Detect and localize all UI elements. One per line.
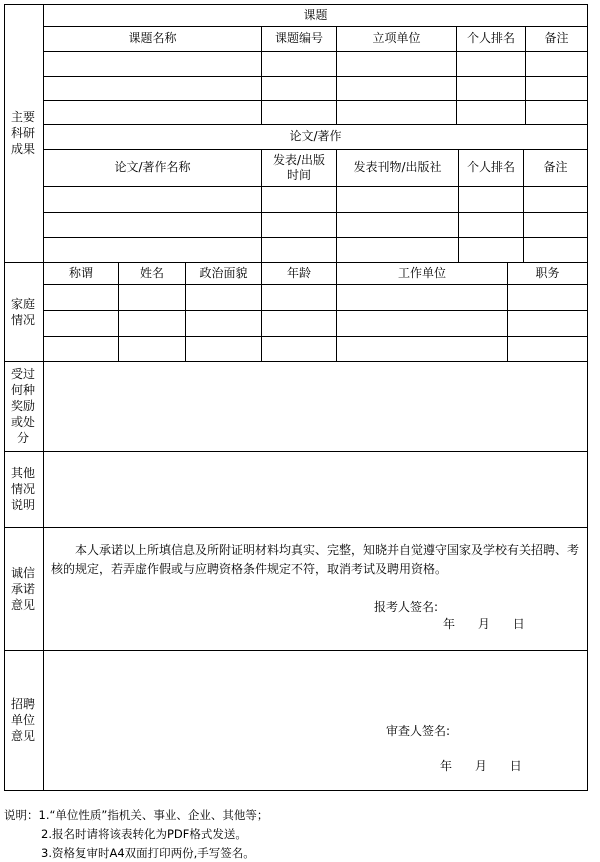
- family-header-name: 姓名: [139, 265, 164, 280]
- topic-header-unit: 立项单位: [372, 31, 421, 45]
- paper-header-publisher: 发表刊物/出版社: [353, 160, 442, 174]
- topic-header-remark: 备注: [544, 31, 569, 45]
- awards-section-label: 受过何种奖励或处分: [10, 367, 35, 445]
- paper-header-remark: 备注: [543, 160, 568, 174]
- topic-header-name: 课题名称: [128, 31, 177, 45]
- family-header-position: 职务: [535, 265, 560, 280]
- family-header-age: 年龄: [286, 265, 311, 280]
- integrity-pledge-text: 本人承诺以上所填信息及所附证明材料均真实、完整，知晓并自觉遵守国家及学校有关招聘、考核的规定，若弄虚作假或与应聘资格条件规定不符，取消考试及聘用资格。: [51, 543, 580, 576]
- family-section-label: 家庭情况: [10, 296, 35, 327]
- topic-title: 课题: [303, 7, 328, 22]
- employer-section-label: 招聘单位意见: [10, 697, 35, 743]
- family-header-political: 政治面貌: [199, 265, 248, 280]
- note-line-3: 3.资格复审时A4双面打印两份,手写签名。: [41, 846, 255, 860]
- applicant-signature-label: 报考人签名:: [374, 600, 439, 614]
- other-section-label: 其他情况说明: [10, 466, 35, 512]
- applicant-signature-date: 年 月 日: [443, 617, 525, 631]
- paper-header-rank: 个人排名: [466, 160, 515, 174]
- reviewer-signature-label: 审查人签名:: [386, 724, 451, 738]
- topic-header-rank: 个人排名: [466, 31, 515, 45]
- topic-header-code: 课题编号: [274, 31, 323, 45]
- integrity-section-label: 诚信承诺意见: [10, 565, 35, 612]
- paper-title: 论文/著作: [289, 129, 342, 143]
- paper-header-name: 论文/著作名称: [114, 160, 191, 174]
- research-section-label: 主要科研成果: [10, 110, 35, 156]
- paper-header-date: 发表/出版时间: [272, 152, 326, 182]
- note-line-2: 2.报名时请将该表转化为PDF格式发送。: [41, 827, 247, 841]
- family-header-workplace: 工作单位: [397, 265, 446, 280]
- reviewer-signature-date: 年 月 日: [440, 759, 522, 773]
- note-line-1: 说明：1.“单位性质”指机关、事业、企业、其他等；: [4, 808, 269, 822]
- family-header-relation: 称谓: [68, 265, 93, 280]
